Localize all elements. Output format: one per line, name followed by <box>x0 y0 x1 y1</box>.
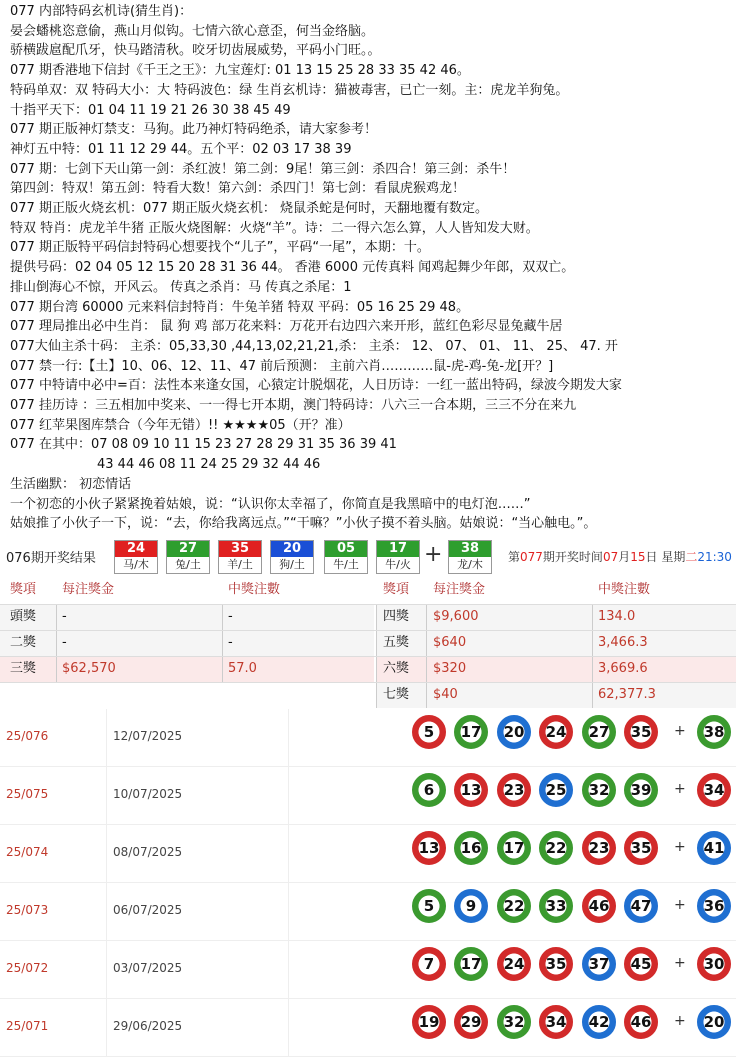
lottery-ball: 22 <box>497 889 531 923</box>
lottery-ball: 13 <box>454 773 488 807</box>
plus-icon: + <box>674 839 686 855</box>
lottery-ball: 6 <box>412 773 446 807</box>
grid-line <box>106 709 107 767</box>
lottery-ball: 32 <box>497 1005 531 1039</box>
history-period: 25/075 <box>6 787 49 801</box>
history-row <box>0 709 736 767</box>
prize-name: 五獎 <box>383 635 410 650</box>
prize-count: - <box>228 635 233 650</box>
lottery-ball: 42 <box>582 1005 616 1039</box>
grid-line <box>288 999 289 1057</box>
result-ball-number: 05 <box>325 541 367 557</box>
lottery-ball: 24 <box>497 947 531 981</box>
result-ball-number: 27 <box>167 541 209 557</box>
prize-name: 三獎 <box>10 661 37 676</box>
lottery-ball: 19 <box>412 1005 446 1039</box>
result-ball-zodiac: 马/木 <box>123 558 149 571</box>
history-date: 03/07/2025 <box>113 961 183 975</box>
prize-row-bg <box>376 682 736 708</box>
last-result-bar <box>0 538 736 576</box>
result-ball-zodiac: 羊/土 <box>227 558 253 571</box>
result-ball-zodiac: 牛/火 <box>385 558 411 571</box>
history-period: 25/071 <box>6 1019 49 1033</box>
history-row <box>0 941 736 999</box>
lottery-ball: 25 <box>539 773 573 807</box>
column-divider <box>592 604 593 630</box>
lottery-ball: 13 <box>412 831 446 865</box>
lottery-ball: 27 <box>582 715 616 749</box>
special-ball: 36 <box>697 889 731 923</box>
lottery-ball: 35 <box>624 831 658 865</box>
prize-amount: $640 <box>433 635 467 650</box>
grid-line <box>288 941 289 999</box>
prize-name: 七獎 <box>383 687 410 702</box>
column-divider <box>56 630 57 656</box>
header-item-left: 獎項 <box>10 582 37 597</box>
grid-line <box>288 767 289 825</box>
lottery-ball: 39 <box>624 773 658 807</box>
last-result-label: 076期开奖结果 <box>6 551 96 566</box>
text-line: 077 挂历诗 ：三五相加中奖来、一一得七开本期，澳门特码诗：八六三一合本期，三三不分在来九 <box>10 398 577 414</box>
row-divider <box>0 604 736 605</box>
lottery-ball: 32 <box>582 773 616 807</box>
text-line: 077 理局推出必中生肖： 鼠 狗 鸡 部万花来料：万花开右边四六来开形，蓝红色彩尽显兔藏牛居 <box>10 319 563 335</box>
history-period: 25/072 <box>6 961 49 975</box>
prize-name: 二獎 <box>10 635 37 650</box>
result-ball-number: 38 <box>449 541 491 557</box>
special-ball: 20 <box>697 1005 731 1039</box>
text-line: 骄横跋扈配爪牙，快马踏清秋。咬牙切齿展威势，平码小门旺。。 <box>10 43 381 59</box>
history-period: 25/073 <box>6 903 49 917</box>
special-ball: 41 <box>697 831 731 865</box>
header-amount-left: 每注獎金 <box>62 582 115 597</box>
result-ball-card <box>270 540 314 574</box>
text-line: 第四剑：特双！第五剑：特看大数！第六剑：杀四门！第七剑：看鼠虎猴鸡龙！ <box>10 181 466 197</box>
history-date: 12/07/2025 <box>113 729 183 743</box>
column-divider <box>376 630 377 656</box>
prize-count: 3,669.6 <box>598 661 648 676</box>
lottery-ball: 17 <box>497 831 531 865</box>
special-ball: 30 <box>697 947 731 981</box>
lottery-ball: 34 <box>539 1005 573 1039</box>
row-divider <box>0 630 736 631</box>
lottery-ball: 7 <box>412 947 446 981</box>
history-row <box>0 825 736 883</box>
grid-line <box>106 883 107 941</box>
result-ball-zodiac: 龙/木 <box>457 558 483 571</box>
grid-line <box>106 999 107 1057</box>
text-line: 077 期正版神灯禁支：马狗。此乃神灯特码绝杀，请大家参考！ <box>10 122 377 138</box>
history-row <box>0 883 736 941</box>
column-divider <box>222 630 223 656</box>
column-divider <box>376 656 377 682</box>
result-ball-card <box>448 540 492 574</box>
lottery-ball: 9 <box>454 889 488 923</box>
text-line: 特码单双：双 特码大小：大 特码波色：绿 生肖玄机诗：猫被毒害，已亡一刻。主：虎龙羊狗兔。 <box>10 82 569 98</box>
result-ball-number: 24 <box>115 541 157 557</box>
result-ball-number: 20 <box>271 541 313 557</box>
text-line: 077 期正版特平码信封特码心想要找个“儿子”，平码“一尾”，本期：十。 <box>10 240 430 256</box>
lottery-ball: 35 <box>624 715 658 749</box>
row-divider <box>0 656 736 657</box>
prize-table <box>0 577 736 708</box>
text-line: 077 在其中：07 08 09 10 11 15 23 27 28 29 31 35 36 39 41 <box>10 437 397 453</box>
text-line: 十指平天下：01 04 11 19 21 26 30 38 45 49 <box>10 102 291 118</box>
special-ball: 34 <box>697 773 731 807</box>
column-divider <box>376 604 377 630</box>
column-divider <box>426 682 427 708</box>
result-ball-zodiac: 牛/土 <box>333 558 359 571</box>
column-divider <box>56 656 57 682</box>
column-divider <box>426 630 427 656</box>
plus-icon: + <box>674 781 686 797</box>
lottery-ball: 29 <box>454 1005 488 1039</box>
prize-count: 57.0 <box>228 661 257 676</box>
text-line: 一个初恋的小伙子紧紧挽着姑娘，说：“认识你太幸福了，你简直是我黑暗中的电灯泡……” <box>10 496 531 512</box>
lottery-ball: 24 <box>539 715 573 749</box>
text-line: 提供号码：02 04 05 12 15 20 28 31 36 44。 香港 6000 元传真料 闻鸡起舞少年郎，双双亡。 <box>10 260 575 276</box>
result-ball-zodiac: 兔/土 <box>175 558 201 571</box>
text-line: 姑娘推了小伙子一下，说：“去，你给我离远点。”“干嘛？”小伙子摸不着头脑。姑娘说：“当心触电。”。 <box>10 516 597 532</box>
result-ball-card <box>218 540 262 574</box>
lottery-ball: 45 <box>624 947 658 981</box>
text-line: 077 禁一行:【土】10、06、12、11、47 前后预测： 主前六肖…………鼠-虎-鸡-兔-龙[开？] <box>10 358 554 374</box>
lottery-ball: 46 <box>582 889 616 923</box>
lottery-ball: 37 <box>582 947 616 981</box>
lottery-ball: 5 <box>412 715 446 749</box>
column-divider <box>592 630 593 656</box>
result-ball-card <box>324 540 368 574</box>
prize-row-bg <box>376 630 736 656</box>
prize-amount: $9,600 <box>433 609 479 624</box>
plus-icon: + <box>424 542 443 567</box>
column-divider <box>426 604 427 630</box>
column-divider <box>222 656 223 682</box>
lottery-ball: 22 <box>539 831 573 865</box>
text-line: 077 内部特码玄机诗(猜生肖)： <box>10 4 193 19</box>
header-count-left: 中獎注數 <box>228 582 281 597</box>
text-line: 特双 特肖：虎龙羊牛猪 正版火烧图解：火烧“羊”。诗：二一得六怎么算，人人皆知发大财。 <box>10 220 539 236</box>
prize-count: 62,377.3 <box>598 687 656 702</box>
result-ball-card <box>376 540 420 574</box>
history-date: 29/06/2025 <box>113 1019 183 1033</box>
result-ball-number: 17 <box>377 541 419 557</box>
prize-row <box>0 630 736 656</box>
prize-row-bg <box>376 656 736 682</box>
lottery-ball: 23 <box>497 773 531 807</box>
prize-row <box>0 604 736 630</box>
prize-row <box>0 682 736 708</box>
prize-name: 四獎 <box>383 609 410 624</box>
text-line: 077 中特请中必中=百：法性本来逢女国，心猿定计脱烟花，人日历诗：一红一蓝出特码，绿波今期发大家 <box>10 378 622 394</box>
prize-amount: $40 <box>433 687 458 702</box>
next-draw-time: 第077期开奖时间07月15日 星期二21:30 <box>508 550 732 564</box>
column-divider <box>592 682 593 708</box>
history-date: 08/07/2025 <box>113 845 183 859</box>
grid-line <box>288 709 289 767</box>
text-line: 077 期：七剑下天山第一剑：杀红波！第二剑：9尾！第三剑：杀四合！第三剑：杀牛！ <box>10 161 516 177</box>
text-line: 077大仙主杀十码： 主杀：05,33,30 ,44,13,02,21,21,杀： 主杀： 12、 07、 01、 11、 25、 47. 开 <box>10 338 618 354</box>
prize-table-header <box>0 577 736 604</box>
lottery-ball: 47 <box>624 889 658 923</box>
column-divider <box>222 604 223 630</box>
history-date: 06/07/2025 <box>113 903 183 917</box>
lottery-ball: 46 <box>624 1005 658 1039</box>
prize-row <box>0 656 736 682</box>
text-line: 077 期香港地下信封《千王之王》：九宝莲灯: 01 13 15 25 28 33 35 42 46。 <box>10 63 470 79</box>
lottery-ball: 17 <box>454 947 488 981</box>
prize-amount: - <box>62 609 67 624</box>
result-ball-zodiac: 狗/土 <box>279 558 305 571</box>
row-divider <box>0 682 736 683</box>
prize-count: - <box>228 609 233 624</box>
grid-line <box>106 941 107 999</box>
prize-name: 六獎 <box>383 661 410 676</box>
lottery-ball: 5 <box>412 889 446 923</box>
prize-amount: $62,570 <box>62 661 116 676</box>
lottery-ball: 20 <box>497 715 531 749</box>
lottery-ball: 17 <box>454 715 488 749</box>
grid-line <box>288 825 289 883</box>
text-line: 生活幽默： 初恋情话 <box>10 476 132 492</box>
column-divider <box>592 656 593 682</box>
result-ball-card <box>114 540 158 574</box>
result-ball-card <box>166 540 210 574</box>
plus-icon: + <box>674 1013 686 1029</box>
text-line: 077 期台湾 60000 元来料信封特肖：牛兔羊猪 特双 平码：05 16 25 29 48。 <box>10 299 470 315</box>
lottery-ball: 23 <box>582 831 616 865</box>
plus-icon: + <box>674 955 686 971</box>
text-line: 晏会蟠桃恣意偷，燕山月似钩。七情六欲心意歪，何当金络脑。 <box>10 23 375 39</box>
grid-line <box>288 883 289 941</box>
text-line: 43 44 46 08 11 24 25 29 32 44 46 <box>97 457 321 473</box>
history-row <box>0 999 736 1057</box>
history-date: 10/07/2025 <box>113 787 183 801</box>
text-line: 排山倒海心不惊，开风云。 传真之杀肖：马 传真之杀尾：1 <box>10 279 352 295</box>
column-divider <box>426 656 427 682</box>
grid-line <box>106 825 107 883</box>
prize-name: 頭獎 <box>10 609 37 624</box>
prize-row-bg <box>376 604 736 630</box>
lottery-ball: 35 <box>539 947 573 981</box>
lottery-ball: 16 <box>454 831 488 865</box>
prize-count: 134.0 <box>598 609 636 624</box>
special-ball: 38 <box>697 715 731 749</box>
text-line: 神灯五中特：01 11 12 29 44。五个平：02 03 17 38 39 <box>10 141 352 157</box>
prize-count: 3,466.3 <box>598 635 648 650</box>
lottery-ball: 33 <box>539 889 573 923</box>
header-item-right: 獎項 <box>383 582 410 597</box>
header-amount-right: 每注獎金 <box>433 582 486 597</box>
plus-icon: + <box>674 897 686 913</box>
history-row <box>0 767 736 825</box>
grid-line <box>106 767 107 825</box>
text-line: 077 红苹果图库禁合（今年无错）!! ★★★★05（开？准） <box>10 417 351 433</box>
plus-icon: + <box>674 723 686 739</box>
result-ball-number: 35 <box>219 541 261 557</box>
prize-amount: $320 <box>433 661 467 676</box>
header-count-right: 中獎注數 <box>598 582 651 597</box>
history-period: 25/076 <box>6 729 49 743</box>
column-divider <box>376 682 377 708</box>
history-period: 25/074 <box>6 845 49 859</box>
prize-amount: - <box>62 635 67 650</box>
column-divider <box>56 604 57 630</box>
history-results <box>0 709 736 1037</box>
text-line: 077 期正版火烧玄机：077 期正版火烧玄机： 烧鼠杀蛇是何时，天翻地覆有数定。 <box>10 201 489 217</box>
